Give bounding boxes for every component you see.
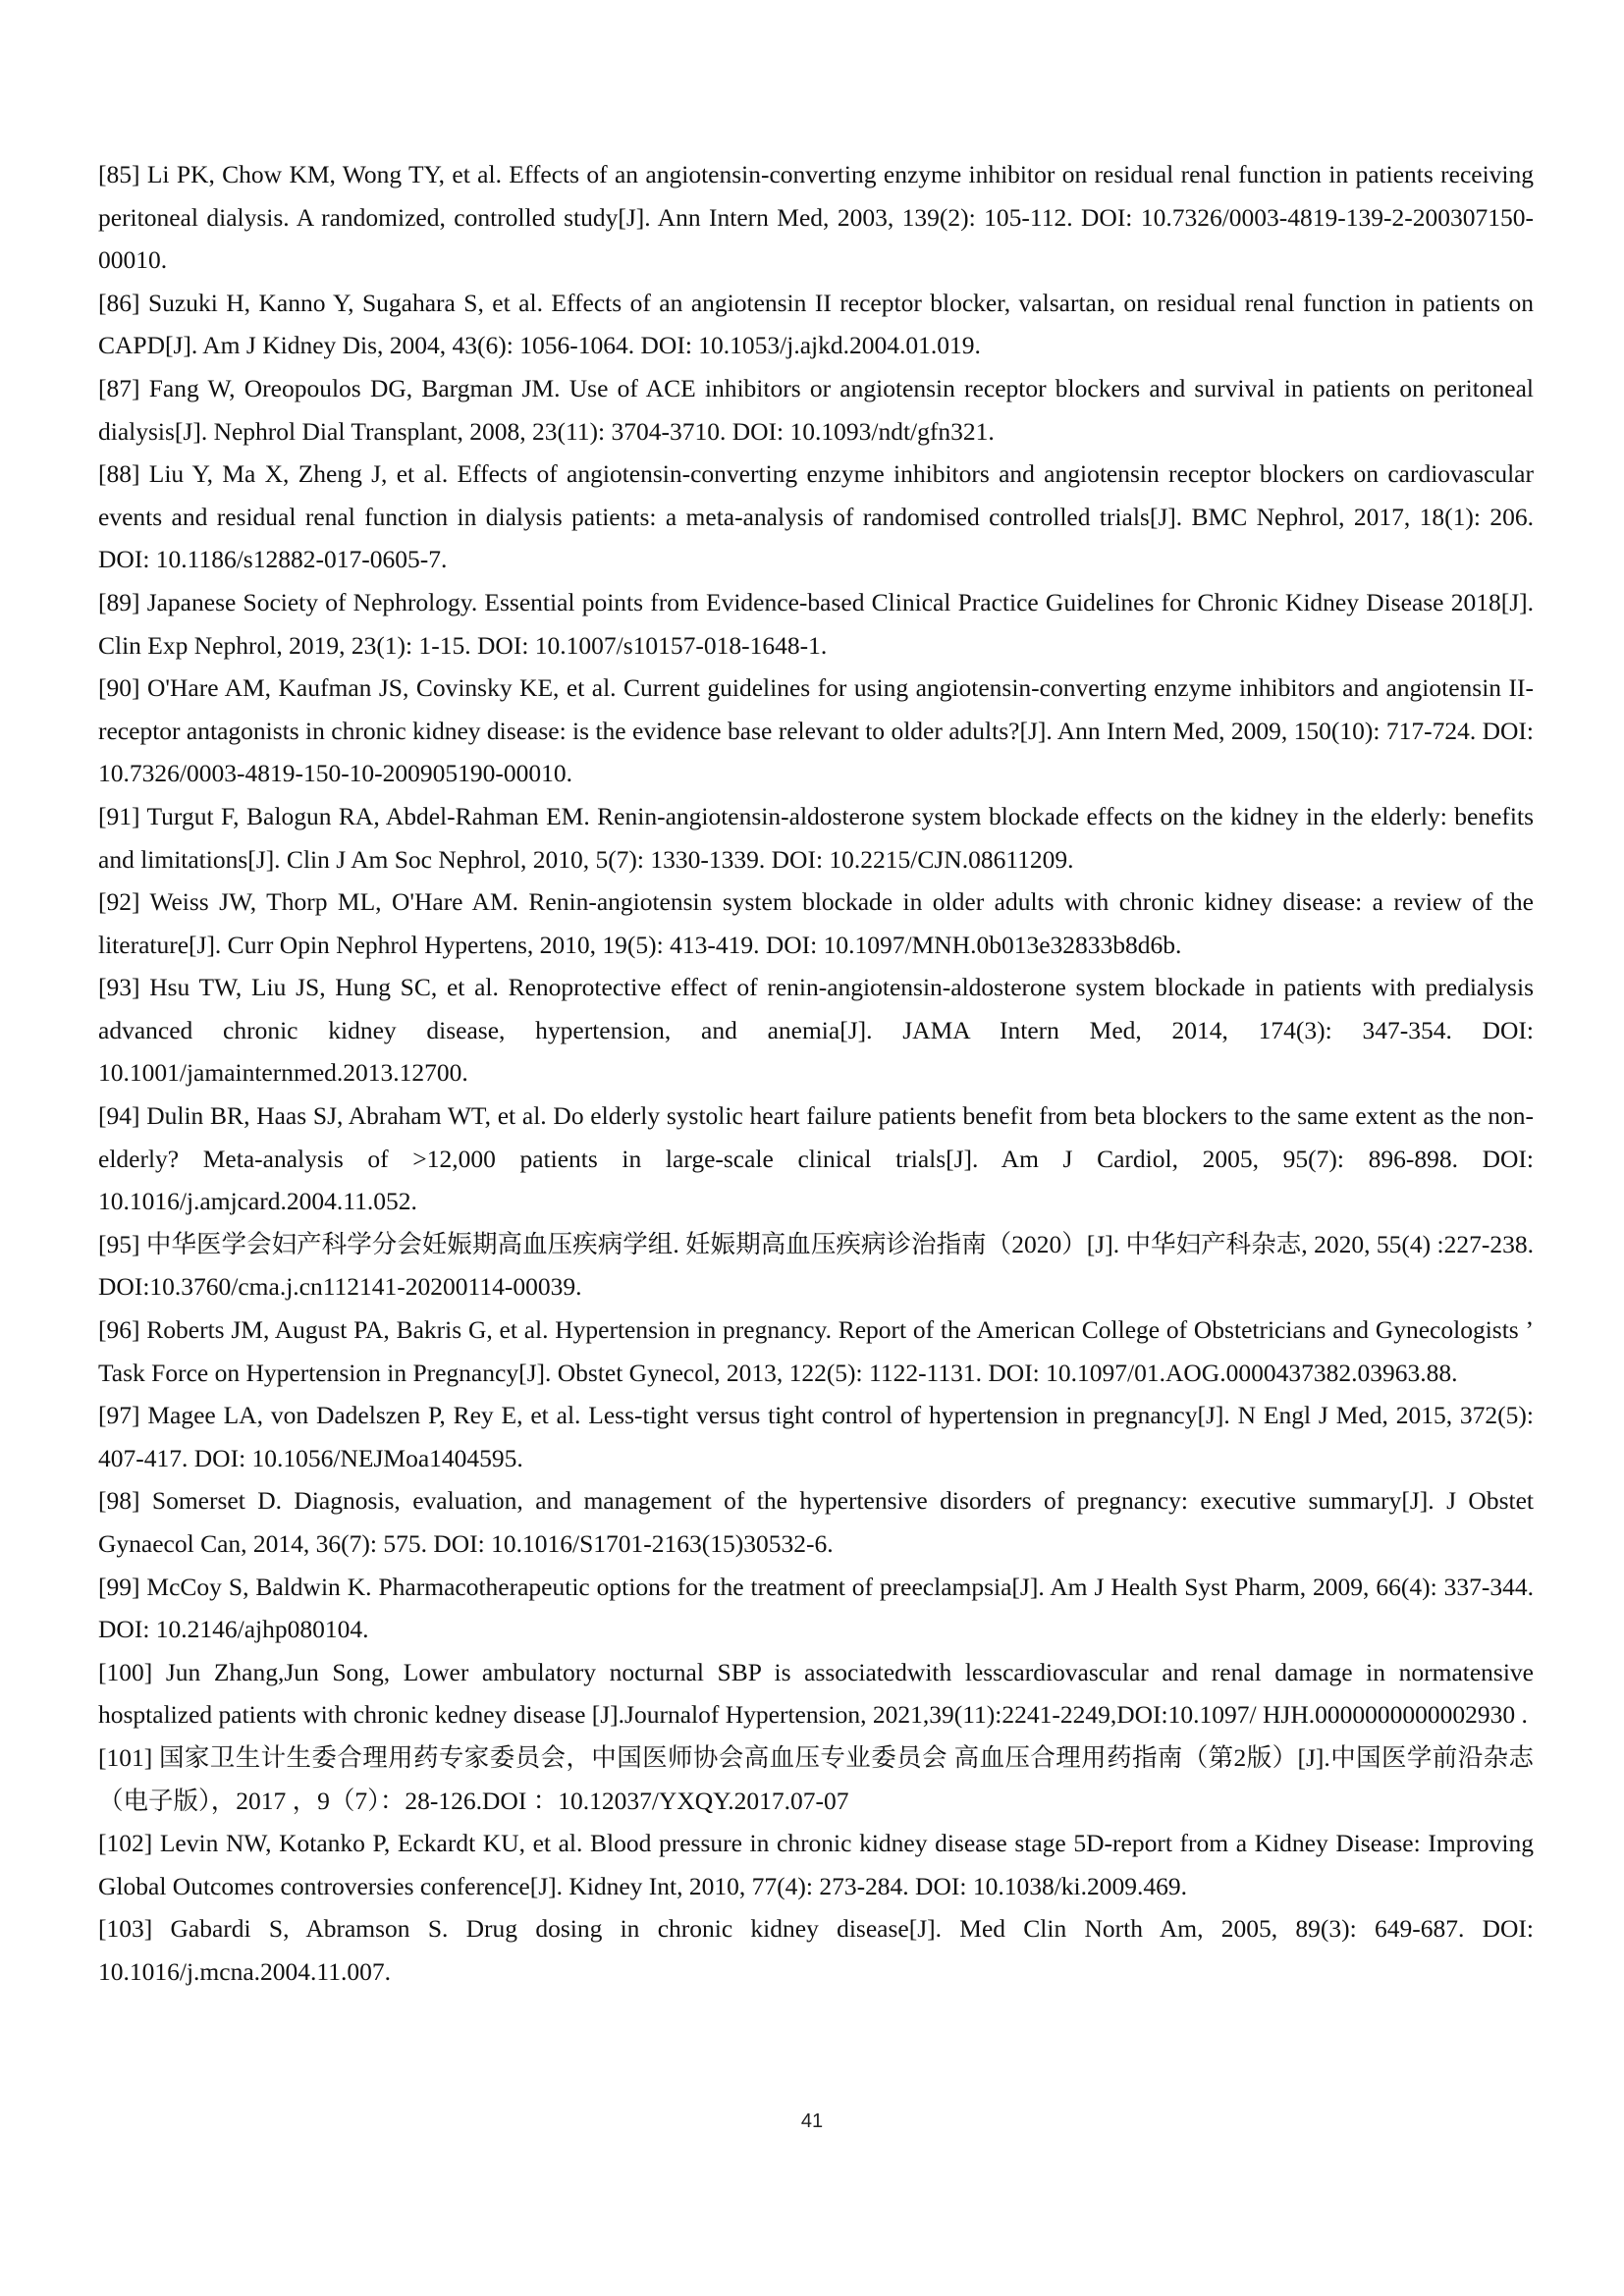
page-number: 41: [800, 2110, 824, 2132]
reference-item: [93] Hsu TW, Liu JS, Hung SC, et al. Renoprotective effect of renin-angiotensin-aldosterone system blockade in patients with predialysis advanced chronic kidney disease, hypertension, and anemia[J]. JAMA Intern Med, 2014, 174(3): 347-354. DOI: 10.1001/jamainternmed.2013.12700.: [98, 973, 1534, 1088]
reference-item: [100] Jun Zhang,Jun Song, Lower ambulatory nocturnal SBP is associatedwith lesscardiovascular and renal damage in normatensive hosptalized patients with chronic kedney disease [J].Journalof Hypertension, 2021,39(11):2241-2249,DOI:10.1097/ HJH.0000000000002930 .: [98, 1657, 1534, 1730]
reference-item: [94] Dulin BR, Haas SJ, Abraham WT, et al. Do elderly systolic heart failure patients benefit from beta blockers to the same extent as the non-elderly? Meta-analysis of >12,000 patients in large-scale clinical trials[J]. Am J Cardiol, 2005, 95(7): 896-898. DOI: 10.1016/j.amjcard.2004.11.052.: [98, 1101, 1534, 1216]
reference-item: [88] Liu Y, Ma X, Zheng J, et al. Effects of angiotensin-converting enzyme inhibitors and angiotensin receptor blockers on cardiovascular events and residual renal function in dialysis patients: a meta-analysis of randomised controlled trials[J]. BMC Nephrol, 2017, 18(1): 206. DOI: 10.1186/s12882-017-0605-7.: [98, 459, 1534, 574]
reference-item: [89] Japanese Society of Nephrology. Essential points from Evidence-based Clinical Practice Guidelines for Chronic Kidney Disease 2018[J]. Clin Exp Nephrol, 2019, 23(1): 1-15. DOI: 10.1007/s10157-018-1648-1.: [98, 587, 1534, 660]
reference-item: [98] Somerset D. Diagnosis, evaluation, and management of the hypertensive disorders of pregnancy: executive summary[J]. J Obstet Gynaecol Can, 2014, 36(7): 575. DOI: 10.1016/S1701-2163(15)30532-6.: [98, 1486, 1534, 1558]
reference-item: [99] McCoy S, Baldwin K. Pharmacotherapeutic options for the treatment of preeclampsia[J]. Am J Health Syst Pharm, 2009, 66(4): 337-344. DOI: 10.2146/ajhp080104.: [98, 1572, 1534, 1644]
reference-item: [95] 中华医学会妇产科学分会妊娠期高血压疾病学组. 妊娠期高血压疾病诊治指南（2020）[J]. 中华妇产科杂志, 2020, 55(4) :227-238. DOI:10.3760/cma.j.cn112141-20200114-00039.: [98, 1229, 1534, 1302]
reference-item: [87] Fang W, Oreopoulos DG, Bargman JM. Use of ACE inhibitors or angiotensin receptor blockers and survival in patients on peritoneal dialysis[J]. Nephrol Dial Transplant, 2008, 23(11): 3704-3710. DOI: 10.1093/ndt/gfn321.: [98, 373, 1534, 446]
reference-list: [98, 153, 1534, 1994]
reference-item: [101] 国家卫生计生委合理用药专家委员会，中国医师协会高血压专业委员会 高血压合理用药指南（第2版）[J].中国医学前沿杂志（电子版），2017 ，9（7）：28-126.DOI ：10.12037/YXQY.2017.07-07: [98, 1742, 1534, 1815]
reference-item: [96] Roberts JM, August PA, Bakris G, et al. Hypertension in pregnancy. Report of the American College of Obstetricians and Gynecologists ’ Task Force on Hypertension in Pregnancy[J]. Obstet Gynecol, 2013, 122(5): 1122-1131. DOI: 10.1097/01.AOG.0000437382.03963.88.: [98, 1315, 1534, 1387]
reference-page: [98, 153, 1534, 1994]
reference-item: [90] O'Hare AM, Kaufman JS, Covinsky KE, et al. Current guidelines for using angiotensin-converting enzyme inhibitors and angiotensin II-receptor antagonists in chronic kidney disease: is the evidence base relevant to older adults?[J]. Ann Intern Med, 2009, 150(10): 717-724. DOI: 10.7326/0003-4819-150-10-200905190-00010.: [98, 673, 1534, 788]
reference-item: [97] Magee LA, von Dadelszen P, Rey E, et al. Less-tight versus tight control of hypertension in pregnancy[J]. N Engl J Med, 2015, 372(5): 407-417. DOI: 10.1056/NEJMoa1404595.: [98, 1401, 1534, 1472]
reference-item: [102] Levin NW, Kotanko P, Eckardt KU, et al. Blood pressure in chronic kidney disease stage 5D-report from a Kidney Disease: Improving Global Outcomes controversies conference[J]. Kidney Int, 2010, 77(4): 273-284. DOI: 10.1038/ki.2009.469.: [98, 1829, 1534, 1900]
reference-item: [85] Li PK, Chow KM, Wong TY, et al. Effects of an angiotensin-converting enzyme inhibitor on residual renal function in patients receiving peritoneal dialysis. A randomized, controlled study[J]. Ann Intern Med, 2003, 139(2): 105-112. DOI: 10.7326/0003-4819-139-2-200307150-00010.: [98, 160, 1534, 275]
reference-item: [103] Gabardi S, Abramson S. Drug dosing in chronic kidney disease[J]. Med Clin North Am, 2005, 89(3): 649-687. DOI: 10.1016/j.mcna.2004.11.007.: [98, 1914, 1534, 1986]
reference-item: [92] Weiss JW, Thorp ML, O'Hare AM. Renin-angiotensin system blockade in older adults with chronic kidney disease: a review of the literature[J]. Curr Opin Nephrol Hypertens, 2010, 19(5): 413-419. DOI: 10.1097/MNH.0b013e32833b8d6b.: [98, 887, 1534, 959]
reference-item: [91] Turgut F, Balogun RA, Abdel-Rahman EM. Renin-angiotensin-aldosterone system blockade effects on the kidney in the elderly: benefits and limitations[J]. Clin J Am Soc Nephrol, 2010, 5(7): 1330-1339. DOI: 10.2215/CJN.08611209.: [98, 801, 1534, 874]
reference-item: [86] Suzuki H, Kanno Y, Sugahara S, et al. Effects of an angiotensin II receptor blocker, valsartan, on residual renal function in patients on CAPD[J]. Am J Kidney Dis, 2004, 43(6): 1056-1064. DOI: 10.1053/j.ajkd.2004.01.019.: [98, 288, 1534, 360]
